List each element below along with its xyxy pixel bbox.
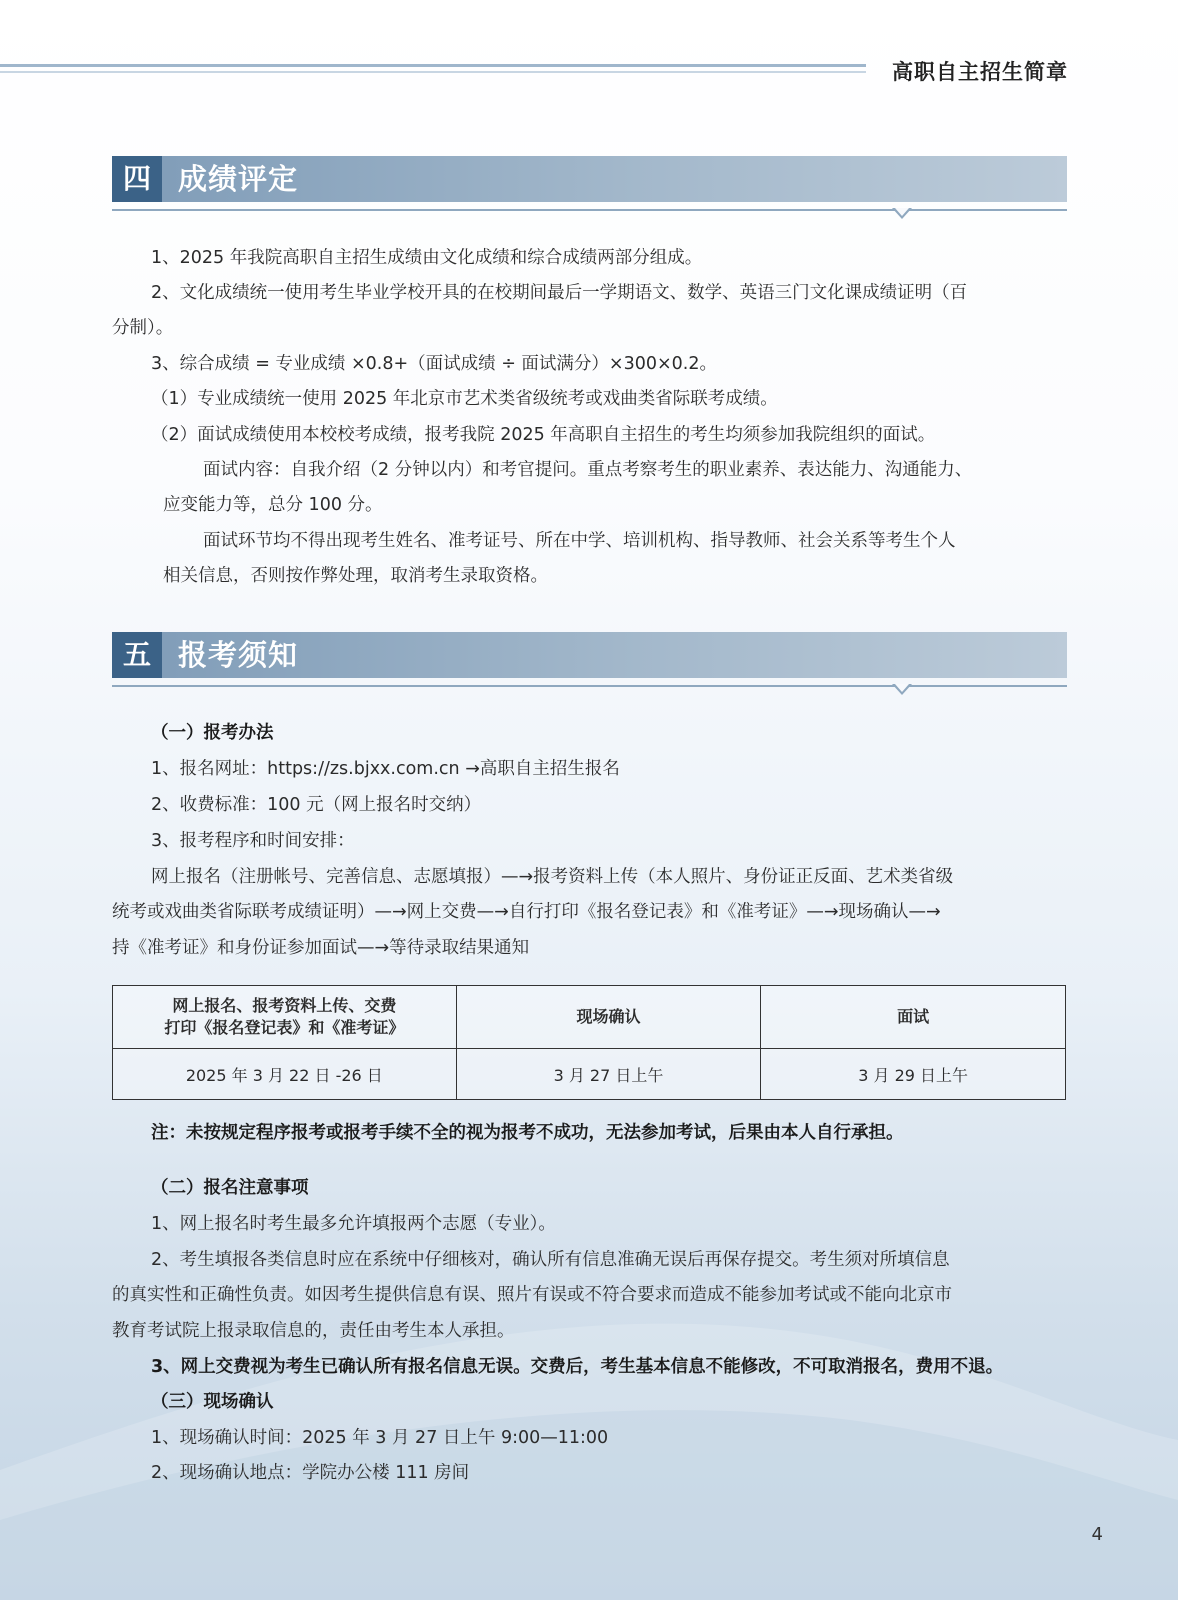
table-row [113, 986, 1066, 1049]
paragraph: 3、报考程序和时间安排： [151, 831, 355, 851]
header-line: 打印《报名登记表》和《准考证》 [164, 1018, 405, 1037]
paragraph: 2、考生填报各类信息时应在系统中仔细核对，确认所有信息准确无误后再保存提交。考生须对所填信息 [151, 1250, 950, 1270]
section-title: 成绩评定 [178, 162, 299, 196]
table-header-cell [113, 986, 457, 1049]
table-cell: 3 月 27 日上午 [456, 1049, 761, 1100]
table-cell: 3 月 29 日上午 [761, 1049, 1066, 1100]
header-title: 高职自主招生简章 [892, 59, 1068, 84]
section-number: 四 [112, 156, 162, 202]
paragraph-bold: 3、网上交费视为考生已确认所有报名信息无误。交费后，考生基本信息不能修改，不可取消报名，费用不退。 [151, 1357, 1004, 1377]
paragraph: 分制）。 [112, 318, 174, 338]
paragraph: 2、文化成绩统一使用考生毕业学校开具的在校期间最后一学期语文、数学、英语三门文化课成绩证明（百 [151, 283, 968, 303]
paragraph: 3、综合成绩 = 专业成绩 ×0.8+（面试成绩 ÷ 面试满分）×300×0.2。 [151, 354, 717, 374]
paragraph: 的真实性和正确性负责。如因考生提供信息有误、照片有误或不符合要求而造成不能参加考试或不能向北京市 [112, 1285, 952, 1305]
paragraph: 1、报名网址：https://zs.bjxx.com.cn →高职自主招生报名 [151, 759, 620, 779]
note: 注：未按规定程序报考或报考手续不全的视为报考不成功，无法参加考试，后果由本人自行承担。 [151, 1123, 904, 1143]
section-title: 报考须知 [178, 638, 299, 672]
table-header-cell: 现场确认 [456, 986, 761, 1049]
paragraph: 统考或戏曲类省际联考成绩证明）—→网上交费—→自行打印《报名登记表》和《准考证》—→现场确认—→ [112, 902, 941, 922]
header-rule [0, 64, 866, 73]
paragraph: 面试环节均不得出现考生姓名、准考证号、所在中学、培训机构、指导教师、社会关系等考生个人 [203, 531, 956, 551]
paragraph: 持《准考证》和身份证参加面试—→等待录取结果通知 [112, 938, 530, 958]
table-header-cell: 面试 [761, 986, 1066, 1049]
paragraph: 面试内容：自我介绍（2 分钟以内）和考官提问。重点考察考生的职业素养、表达能力、沟通能力、 [203, 460, 973, 480]
section-banner-4 [112, 156, 1067, 216]
paragraph: 2、现场确认地点：学院办公楼 111 房间 [151, 1463, 470, 1483]
paragraph: 相关信息，否则按作弊处理，取消考生录取资格。 [163, 566, 548, 586]
table-cell: 2025 年 3 月 22 日 -26 日 [113, 1049, 457, 1100]
section-number: 五 [112, 632, 162, 678]
subheading: （三）现场确认 [151, 1392, 274, 1412]
table-row [113, 1049, 1066, 1100]
paragraph: 教育考试院上报录取信息的，责任由考生本人承担。 [112, 1321, 515, 1341]
paragraph: 网上报名（注册帐号、完善信息、志愿填报）—→报考资料上传（本人照片、身份证正反面、艺术类省级 [151, 867, 954, 887]
schedule-table [112, 985, 1066, 1100]
paragraph: 2、收费标准：100 元（网上报名时交纳） [151, 795, 482, 815]
section-banner-5 [112, 632, 1067, 692]
subheading: （二）报名注意事项 [151, 1178, 309, 1198]
paragraph: （2）面试成绩使用本校校考成绩，报考我院 2025 年高职自主招生的考生均须参加我院组织的面试。 [151, 425, 936, 445]
paragraph: 1、现场确认时间：2025 年 3 月 27 日上午 9:00—11:00 [151, 1428, 609, 1448]
paragraph: 1、2025 年我院高职自主招生成绩由文化成绩和综合成绩两部分组成。 [151, 248, 703, 268]
banner-notch-inner [895, 684, 909, 692]
banner-underline [112, 209, 1067, 211]
page-number: 4 [1091, 1524, 1103, 1545]
banner-underline [112, 685, 1067, 687]
paragraph: 1、网上报名时考生最多允许填报两个志愿（专业）。 [151, 1214, 556, 1234]
paragraph: 应变能力等，总分 100 分。 [163, 495, 383, 515]
subheading: （一）报考办法 [151, 723, 274, 743]
header-line: 网上报名、报考资料上传、交费 [172, 996, 397, 1015]
banner-notch-inner [895, 208, 909, 216]
paragraph: （1）专业成绩统一使用 2025 年北京市艺术类省级统考或戏曲类省际联考成绩。 [151, 389, 778, 409]
